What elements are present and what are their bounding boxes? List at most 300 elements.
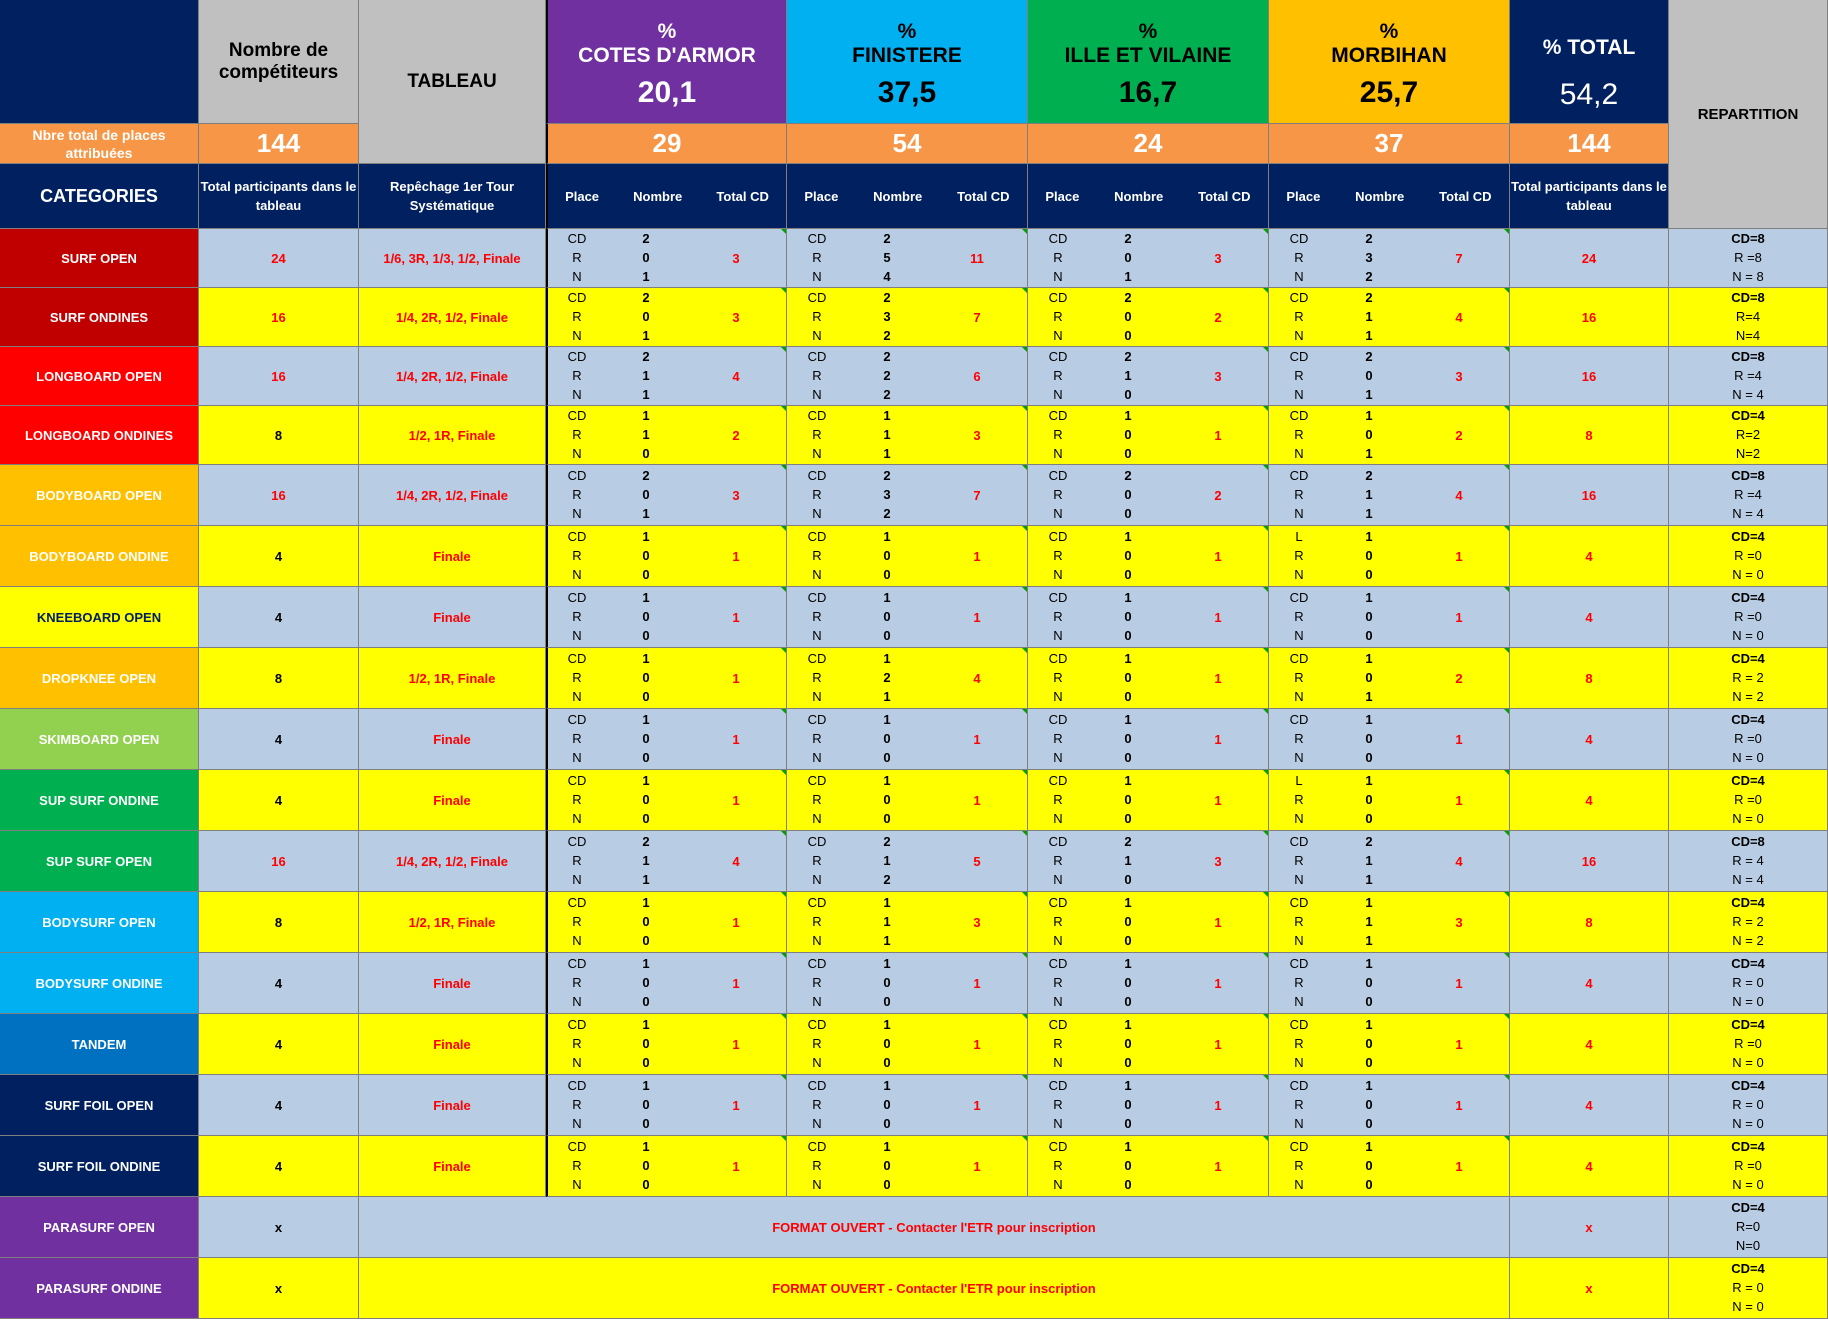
- participants-cell[interactable]: 16: [199, 465, 359, 526]
- total-cd-cell[interactable]: [1168, 526, 1269, 587]
- nombre-cell[interactable]: [847, 288, 927, 347]
- total-cd-cell[interactable]: [1168, 709, 1269, 770]
- total-participants-cell[interactable]: 4: [1510, 953, 1669, 1014]
- category-cell[interactable]: PARASURF ONDINE: [0, 1258, 199, 1319]
- place-cell[interactable]: [1269, 709, 1329, 770]
- place-cell[interactable]: [1269, 892, 1329, 953]
- total-cd-cell[interactable]: [927, 347, 1028, 406]
- place-cell[interactable]: [546, 1136, 606, 1197]
- repartition-cell[interactable]: [1669, 953, 1828, 1014]
- nbre-total-label[interactable]: Nbre total de places attribuées: [0, 124, 199, 164]
- total-cd-cell[interactable]: [686, 288, 787, 347]
- category-cell[interactable]: TANDEM: [0, 1014, 199, 1075]
- place-cell[interactable]: [787, 288, 847, 347]
- place-cell[interactable]: [1028, 229, 1088, 288]
- tableau-cell[interactable]: Finale: [359, 953, 546, 1014]
- nombre-cell[interactable]: [1088, 1075, 1168, 1136]
- total-cd-cell[interactable]: [1168, 1014, 1269, 1075]
- place-cell[interactable]: [546, 953, 606, 1014]
- repartition-cell[interactable]: [1669, 347, 1828, 406]
- total-cd-cell[interactable]: [1409, 709, 1510, 770]
- nombre-cell[interactable]: [1329, 465, 1409, 526]
- category-cell[interactable]: SURF OPEN: [0, 229, 199, 288]
- place-cell[interactable]: [787, 587, 847, 648]
- participants-cell[interactable]: 4: [199, 953, 359, 1014]
- repartition-cell[interactable]: [1669, 1258, 1828, 1319]
- place-cell[interactable]: [546, 587, 606, 648]
- tableau-cell[interactable]: Finale: [359, 709, 546, 770]
- dept-header-4[interactable]: [1269, 0, 1510, 124]
- dept-places-1[interactable]: 29: [546, 124, 787, 164]
- place-cell[interactable]: [1028, 648, 1088, 709]
- participants-cell[interactable]: 8: [199, 892, 359, 953]
- category-cell[interactable]: LONGBOARD OPEN: [0, 347, 199, 406]
- total-cd-cell[interactable]: [1168, 406, 1269, 465]
- category-cell[interactable]: PARASURF OPEN: [0, 1197, 199, 1258]
- total-cd-cell[interactable]: [927, 892, 1028, 953]
- nombre-cell[interactable]: [847, 1014, 927, 1075]
- participants-cell[interactable]: 4: [199, 1136, 359, 1197]
- repartition-cell[interactable]: [1669, 1197, 1828, 1258]
- place-cell[interactable]: [546, 709, 606, 770]
- participants-cell[interactable]: 16: [199, 288, 359, 347]
- total-cd-cell[interactable]: [1168, 892, 1269, 953]
- total-cd-cell[interactable]: [1409, 465, 1510, 526]
- category-cell[interactable]: BODYSURF ONDINE: [0, 953, 199, 1014]
- total-participants-cell[interactable]: 16: [1510, 347, 1669, 406]
- place-cell[interactable]: [1028, 1136, 1088, 1197]
- place-cell[interactable]: [787, 953, 847, 1014]
- total-participants-cell[interactable]: 16: [1510, 465, 1669, 526]
- total-cd-cell[interactable]: [927, 709, 1028, 770]
- repartition-cell[interactable]: [1669, 892, 1828, 953]
- total-participants-cell[interactable]: 4: [1510, 709, 1669, 770]
- tableau-cell[interactable]: Finale: [359, 1075, 546, 1136]
- place-cell[interactable]: [1269, 465, 1329, 526]
- tableau-cell[interactable]: 1/4, 2R, 1/2, Finale: [359, 465, 546, 526]
- total-cd-cell[interactable]: [927, 1136, 1028, 1197]
- nombre-cell[interactable]: [1329, 648, 1409, 709]
- total-cd-cell[interactable]: [1409, 1075, 1510, 1136]
- place-cell[interactable]: [1269, 1136, 1329, 1197]
- nombre-cell[interactable]: [847, 770, 927, 831]
- repartition-cell[interactable]: [1669, 648, 1828, 709]
- total-cd-cell[interactable]: [686, 347, 787, 406]
- participants-cell[interactable]: 24: [199, 229, 359, 288]
- nombre-cell[interactable]: [1088, 648, 1168, 709]
- nombre-cell[interactable]: [606, 1136, 686, 1197]
- place-cell[interactable]: [1028, 288, 1088, 347]
- place-cell[interactable]: [1028, 770, 1088, 831]
- total-cd-cell[interactable]: [927, 526, 1028, 587]
- total-cd-cell[interactable]: [1168, 347, 1269, 406]
- total-participants-cell[interactable]: 4: [1510, 1014, 1669, 1075]
- repartition-cell[interactable]: [1669, 288, 1828, 347]
- total-cd-cell[interactable]: [1168, 288, 1269, 347]
- total-cd-cell[interactable]: [686, 770, 787, 831]
- place-cell[interactable]: [1028, 526, 1088, 587]
- nombre-cell[interactable]: [847, 587, 927, 648]
- total-places[interactable]: 144: [1510, 124, 1669, 164]
- tableau-cell[interactable]: Finale: [359, 1014, 546, 1075]
- place-cell[interactable]: [1028, 465, 1088, 526]
- total-participants-cell[interactable]: x: [1510, 1197, 1669, 1258]
- total-cd-cell[interactable]: [686, 831, 787, 892]
- total-cd-cell[interactable]: [927, 648, 1028, 709]
- repechage-header[interactable]: Repêchage 1er Tour Systématique: [359, 164, 546, 229]
- total-cd-cell[interactable]: [686, 648, 787, 709]
- place-cell[interactable]: [546, 770, 606, 831]
- nombre-cell[interactable]: [847, 465, 927, 526]
- total-cd-cell[interactable]: [1409, 892, 1510, 953]
- place-cell[interactable]: [546, 892, 606, 953]
- tableau-cell[interactable]: Finale: [359, 770, 546, 831]
- tableau-cell[interactable]: 1/4, 2R, 1/2, Finale: [359, 288, 546, 347]
- total-cd-cell[interactable]: [1168, 831, 1269, 892]
- nombre-cell[interactable]: [1088, 1014, 1168, 1075]
- place-cell[interactable]: [787, 648, 847, 709]
- nombre-cell[interactable]: [1088, 892, 1168, 953]
- place-cell[interactable]: [1269, 406, 1329, 465]
- place-cell[interactable]: [1269, 1014, 1329, 1075]
- nombre-cell[interactable]: [606, 709, 686, 770]
- total-cd-cell[interactable]: [686, 406, 787, 465]
- nombre-cell[interactable]: [606, 406, 686, 465]
- total-cd-cell[interactable]: [1409, 831, 1510, 892]
- place-cell[interactable]: [787, 229, 847, 288]
- total-participants-cell[interactable]: 4: [1510, 770, 1669, 831]
- place-cell[interactable]: [787, 347, 847, 406]
- participants-cell[interactable]: 16: [199, 831, 359, 892]
- place-cell[interactable]: [787, 892, 847, 953]
- nombre-cell[interactable]: [606, 465, 686, 526]
- place-cell[interactable]: [1028, 831, 1088, 892]
- total-participants-cell[interactable]: x: [1510, 1258, 1669, 1319]
- total-cd-cell[interactable]: [927, 288, 1028, 347]
- repartition-cell[interactable]: [1669, 465, 1828, 526]
- dept-header-2[interactable]: [787, 0, 1028, 124]
- total-cd-cell[interactable]: [1168, 953, 1269, 1014]
- tableau-cell[interactable]: 1/2, 1R, Finale: [359, 648, 546, 709]
- place-cell[interactable]: [787, 406, 847, 465]
- nombre-cell[interactable]: [1329, 526, 1409, 587]
- nombre-cell[interactable]: [847, 1075, 927, 1136]
- repartition-cell[interactable]: [1669, 526, 1828, 587]
- total-cd-cell[interactable]: [1168, 1136, 1269, 1197]
- nombre-cell[interactable]: [606, 526, 686, 587]
- nombre-cell[interactable]: [847, 831, 927, 892]
- place-cell[interactable]: [546, 347, 606, 406]
- total-cd-cell[interactable]: [1409, 587, 1510, 648]
- total-cd-cell[interactable]: [686, 229, 787, 288]
- total-cd-cell[interactable]: [1409, 1014, 1510, 1075]
- place-cell[interactable]: [1269, 229, 1329, 288]
- total-cd-cell[interactable]: [1168, 1075, 1269, 1136]
- total-participants-cell[interactable]: 4: [1510, 526, 1669, 587]
- category-cell[interactable]: SKIMBOARD OPEN: [0, 709, 199, 770]
- total-cd-cell[interactable]: [1409, 288, 1510, 347]
- nombre-cell[interactable]: [606, 770, 686, 831]
- nombre-cell[interactable]: [847, 1136, 927, 1197]
- total-cd-cell[interactable]: [1409, 406, 1510, 465]
- nombre-cell[interactable]: [847, 526, 927, 587]
- nombre-cell[interactable]: [847, 229, 927, 288]
- total-cd-cell[interactable]: [927, 465, 1028, 526]
- place-cell[interactable]: [1028, 953, 1088, 1014]
- place-cell[interactable]: [546, 648, 606, 709]
- merged-format-cell[interactable]: FORMAT OUVERT - Contacter l'ETR pour inscription: [359, 1258, 1510, 1319]
- repartition-cell[interactable]: [1669, 1075, 1828, 1136]
- category-cell[interactable]: SURF FOIL ONDINE: [0, 1136, 199, 1197]
- place-cell[interactable]: [546, 1014, 606, 1075]
- repartition-cell[interactable]: [1669, 1014, 1828, 1075]
- total-cd-cell[interactable]: [686, 587, 787, 648]
- place-cell[interactable]: [1269, 831, 1329, 892]
- place-cell[interactable]: [1028, 587, 1088, 648]
- tableau-cell[interactable]: 1/4, 2R, 1/2, Finale: [359, 831, 546, 892]
- nombre-cell[interactable]: [606, 953, 686, 1014]
- repartition-cell[interactable]: [1669, 709, 1828, 770]
- nombre-cell[interactable]: [1329, 406, 1409, 465]
- category-cell[interactable]: KNEEBOARD OPEN: [0, 587, 199, 648]
- nombre-cell[interactable]: [1329, 770, 1409, 831]
- nombre-cell[interactable]: [1329, 587, 1409, 648]
- nombre-cell[interactable]: [1088, 770, 1168, 831]
- repartition-cell[interactable]: [1669, 406, 1828, 465]
- total-cd-cell[interactable]: [686, 953, 787, 1014]
- category-cell[interactable]: LONGBOARD ONDINES: [0, 406, 199, 465]
- participants-cell[interactable]: x: [199, 1258, 359, 1319]
- repartition-header[interactable]: REPARTITION: [1669, 0, 1828, 229]
- nombre-cell[interactable]: [1329, 347, 1409, 406]
- tableau-cell[interactable]: 1/2, 1R, Finale: [359, 892, 546, 953]
- place-cell[interactable]: [546, 526, 606, 587]
- place-cell[interactable]: [546, 288, 606, 347]
- nombre-cell[interactable]: [1329, 892, 1409, 953]
- nombre-cell[interactable]: [1329, 288, 1409, 347]
- total-cd-cell[interactable]: [927, 229, 1028, 288]
- nombre-cell[interactable]: [606, 892, 686, 953]
- repartition-cell[interactable]: [1669, 770, 1828, 831]
- tableau-cell[interactable]: Finale: [359, 1136, 546, 1197]
- nombre-cell[interactable]: [847, 406, 927, 465]
- category-cell[interactable]: SURF FOIL OPEN: [0, 1075, 199, 1136]
- total-cd-cell[interactable]: [686, 1014, 787, 1075]
- repartition-cell[interactable]: [1669, 1136, 1828, 1197]
- nombre-cell[interactable]: [847, 953, 927, 1014]
- total-cd-cell[interactable]: [927, 953, 1028, 1014]
- total-cd-cell[interactable]: [1168, 770, 1269, 831]
- merged-format-cell[interactable]: FORMAT OUVERT - Contacter l'ETR pour inscription: [359, 1197, 1510, 1258]
- nombre-cell[interactable]: [1088, 406, 1168, 465]
- category-cell[interactable]: SUP SURF OPEN: [0, 831, 199, 892]
- place-cell[interactable]: [787, 709, 847, 770]
- category-cell[interactable]: DROPKNEE OPEN: [0, 648, 199, 709]
- place-cell[interactable]: [787, 526, 847, 587]
- total-cd-cell[interactable]: [1409, 526, 1510, 587]
- total-cd-cell[interactable]: [927, 1014, 1028, 1075]
- total-cd-cell[interactable]: [1409, 1136, 1510, 1197]
- nombre-cell[interactable]: [606, 831, 686, 892]
- place-cell[interactable]: [1269, 648, 1329, 709]
- participants-cell[interactable]: 4: [199, 770, 359, 831]
- total-cd-cell[interactable]: [686, 1136, 787, 1197]
- place-cell[interactable]: [546, 465, 606, 526]
- total-cd-cell[interactable]: [686, 1075, 787, 1136]
- repartition-cell[interactable]: [1669, 229, 1828, 288]
- dept-places-4[interactable]: 37: [1269, 124, 1510, 164]
- place-cell[interactable]: [1028, 892, 1088, 953]
- nombre-cell[interactable]: [847, 648, 927, 709]
- nombre-cell[interactable]: [1088, 526, 1168, 587]
- nombre-cell[interactable]: [1329, 953, 1409, 1014]
- nombre-cell[interactable]: [1088, 288, 1168, 347]
- total-cd-cell[interactable]: [1409, 770, 1510, 831]
- place-cell[interactable]: [787, 1136, 847, 1197]
- nombre-header[interactable]: Nombre de compétiteurs: [199, 0, 359, 124]
- place-cell[interactable]: [787, 465, 847, 526]
- nombre-cell[interactable]: [1329, 1075, 1409, 1136]
- total-cd-cell[interactable]: [1168, 229, 1269, 288]
- nombre-cell[interactable]: [606, 1075, 686, 1136]
- participants-cell[interactable]: x: [199, 1197, 359, 1258]
- tableau-cell[interactable]: Finale: [359, 587, 546, 648]
- total-cd-cell[interactable]: [1409, 229, 1510, 288]
- category-cell[interactable]: BODYSURF OPEN: [0, 892, 199, 953]
- nombre-cell[interactable]: [1329, 1136, 1409, 1197]
- place-cell[interactable]: [1269, 770, 1329, 831]
- dept-header-3[interactable]: [1028, 0, 1269, 124]
- place-cell[interactable]: [1269, 953, 1329, 1014]
- total-cd-cell[interactable]: [686, 465, 787, 526]
- nombre-cell[interactable]: [606, 229, 686, 288]
- total-participants-cell[interactable]: 4: [1510, 587, 1669, 648]
- participants-cell[interactable]: 4: [199, 709, 359, 770]
- tableau-cell[interactable]: Finale: [359, 526, 546, 587]
- total-cd-cell[interactable]: [927, 770, 1028, 831]
- total-participants-cell[interactable]: 8: [1510, 406, 1669, 465]
- total-participants-cell[interactable]: 16: [1510, 288, 1669, 347]
- nombre-cell[interactable]: [1088, 709, 1168, 770]
- nombre-cell[interactable]: [606, 587, 686, 648]
- nombre-cell[interactable]: [1088, 347, 1168, 406]
- nombre-cell[interactable]: [1088, 1136, 1168, 1197]
- participants-cell[interactable]: 16: [199, 347, 359, 406]
- nombre-cell[interactable]: [847, 709, 927, 770]
- total-cd-cell[interactable]: [927, 587, 1028, 648]
- tableau-cell[interactable]: 1/4, 2R, 1/2, Finale: [359, 347, 546, 406]
- place-cell[interactable]: [546, 831, 606, 892]
- place-cell[interactable]: [787, 770, 847, 831]
- participants-cell[interactable]: 4: [199, 1014, 359, 1075]
- nombre-cell[interactable]: [847, 347, 927, 406]
- total-cd-cell[interactable]: [1168, 465, 1269, 526]
- nombre-cell[interactable]: [606, 288, 686, 347]
- total-cd-cell[interactable]: [927, 406, 1028, 465]
- total-cd-cell[interactable]: [1168, 587, 1269, 648]
- nombre-cell[interactable]: [606, 1014, 686, 1075]
- total-participants-cell[interactable]: 4: [1510, 1075, 1669, 1136]
- participants-cell[interactable]: 4: [199, 1075, 359, 1136]
- nombre-cell[interactable]: [1329, 1014, 1409, 1075]
- place-cell[interactable]: [546, 1075, 606, 1136]
- nombre-cell[interactable]: [1088, 229, 1168, 288]
- total-cd-cell[interactable]: [927, 831, 1028, 892]
- total-cd-cell[interactable]: [1409, 953, 1510, 1014]
- place-cell[interactable]: [787, 831, 847, 892]
- dept-places-2[interactable]: 54: [787, 124, 1028, 164]
- nombre-cell[interactable]: [1329, 229, 1409, 288]
- place-cell[interactable]: [1269, 347, 1329, 406]
- total-participants-header[interactable]: Total participants dans le tableau: [1510, 164, 1669, 229]
- nombre-cell[interactable]: [1088, 465, 1168, 526]
- nombre-cell[interactable]: [1088, 953, 1168, 1014]
- nombre-cell[interactable]: [606, 648, 686, 709]
- total-participants-cell[interactable]: 24: [1510, 229, 1669, 288]
- participants-cell[interactable]: 8: [199, 406, 359, 465]
- total-header[interactable]: [1510, 0, 1669, 124]
- category-cell[interactable]: BODYBOARD ONDINE: [0, 526, 199, 587]
- dept-header-1[interactable]: [546, 0, 787, 124]
- total-participants-cell[interactable]: 8: [1510, 648, 1669, 709]
- participants-cell[interactable]: 8: [199, 648, 359, 709]
- participants-header[interactable]: Total participants dans le tableau: [199, 164, 359, 229]
- total-cd-cell[interactable]: [1168, 648, 1269, 709]
- place-cell[interactable]: [1028, 1075, 1088, 1136]
- place-cell[interactable]: [1028, 406, 1088, 465]
- tableau-cell[interactable]: 1/6, 3R, 1/3, 1/2, Finale: [359, 229, 546, 288]
- dept-places-3[interactable]: 24: [1028, 124, 1269, 164]
- nombre-cell[interactable]: [1088, 831, 1168, 892]
- nombre-cell[interactable]: [1329, 709, 1409, 770]
- nombre-cell[interactable]: [1088, 587, 1168, 648]
- place-cell[interactable]: [1028, 347, 1088, 406]
- categories-header[interactable]: CATEGORIES: [0, 164, 199, 229]
- total-cd-cell[interactable]: [686, 892, 787, 953]
- place-cell[interactable]: [546, 406, 606, 465]
- tableau-cell[interactable]: 1/2, 1R, Finale: [359, 406, 546, 465]
- nombre-cell[interactable]: [1329, 831, 1409, 892]
- tableau-header[interactable]: TABLEAU: [359, 0, 546, 164]
- place-cell[interactable]: [1269, 526, 1329, 587]
- place-cell[interactable]: [1028, 1014, 1088, 1075]
- total-cd-cell[interactable]: [1409, 347, 1510, 406]
- total-cd-cell[interactable]: [686, 709, 787, 770]
- total-participants-cell[interactable]: 8: [1510, 892, 1669, 953]
- category-cell[interactable]: BODYBOARD OPEN: [0, 465, 199, 526]
- place-cell[interactable]: [1269, 1075, 1329, 1136]
- nombre-cell[interactable]: [847, 892, 927, 953]
- participants-cell[interactable]: 4: [199, 526, 359, 587]
- total-participants-cell[interactable]: 4: [1510, 1136, 1669, 1197]
- category-cell[interactable]: SUP SURF ONDINE: [0, 770, 199, 831]
- total-cd-cell[interactable]: [1409, 648, 1510, 709]
- total-cd-cell[interactable]: [686, 526, 787, 587]
- place-cell[interactable]: [1269, 587, 1329, 648]
- nbre-total-value[interactable]: 144: [199, 124, 359, 164]
- place-cell[interactable]: [787, 1014, 847, 1075]
- place-cell[interactable]: [1028, 709, 1088, 770]
- place-cell[interactable]: [787, 1075, 847, 1136]
- nombre-cell[interactable]: [606, 347, 686, 406]
- place-cell[interactable]: [1269, 288, 1329, 347]
- place-cell[interactable]: [546, 229, 606, 288]
- repartition-cell[interactable]: [1669, 831, 1828, 892]
- participants-cell[interactable]: 4: [199, 587, 359, 648]
- total-participants-cell[interactable]: 16: [1510, 831, 1669, 892]
- repartition-cell[interactable]: [1669, 587, 1828, 648]
- total-cd-cell[interactable]: [927, 1075, 1028, 1136]
